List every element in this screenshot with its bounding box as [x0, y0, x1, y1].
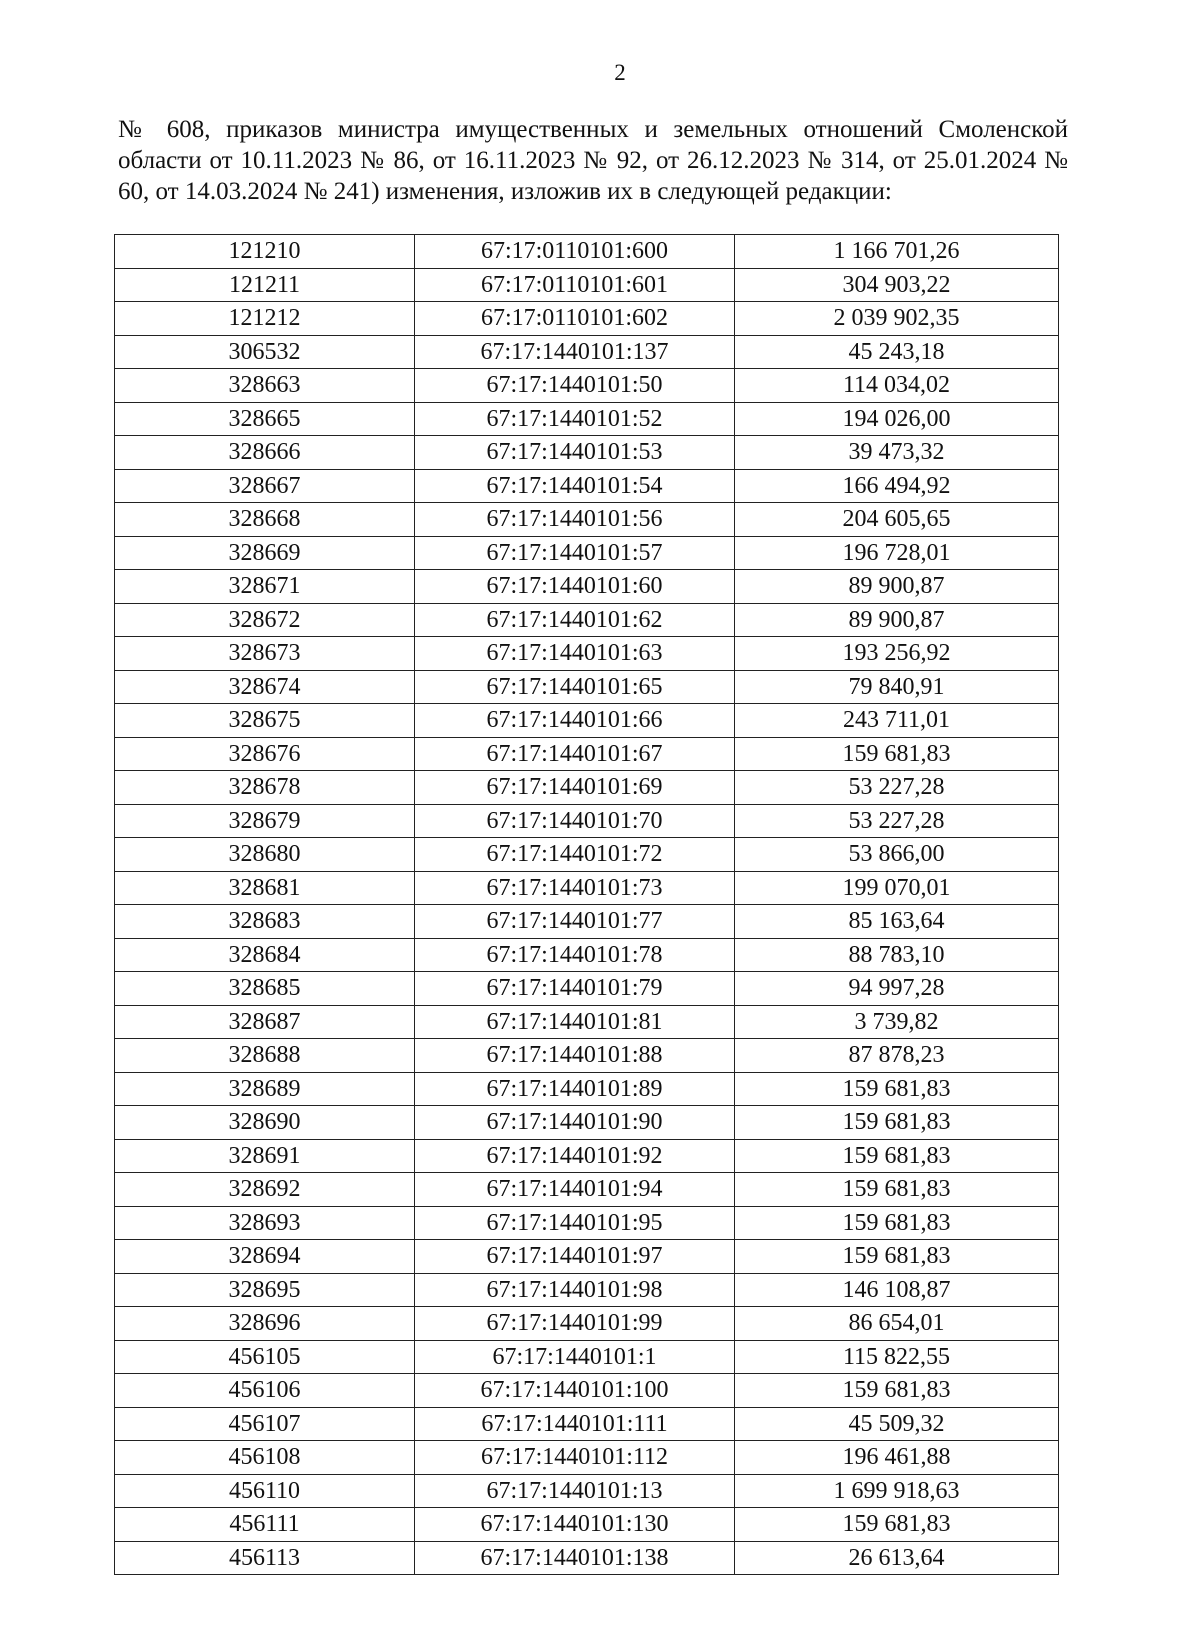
table-cell-id: 328675 [115, 704, 415, 738]
table-cell-id: 121210 [115, 235, 415, 269]
table-cell-cadastral-number: 67:17:1440101:53 [415, 436, 735, 470]
table-cell-value: 304 903,22 [735, 268, 1059, 302]
table-cell-value: 89 900,87 [735, 570, 1059, 604]
table-cell-id: 328696 [115, 1307, 415, 1341]
table-cell-value: 53 227,28 [735, 771, 1059, 805]
table-row [115, 1039, 1059, 1073]
table-cell-id: 456111 [115, 1508, 415, 1542]
table-cell-value: 45 509,32 [735, 1407, 1059, 1441]
table-row [115, 369, 1059, 403]
table-cell-id: 456106 [115, 1374, 415, 1408]
table-cell-cadastral-number: 67:17:1440101:77 [415, 905, 735, 939]
table-cell-value: 146 108,87 [735, 1273, 1059, 1307]
table-cell-id: 328666 [115, 436, 415, 470]
table-cell-cadastral-number: 67:17:1440101:65 [415, 670, 735, 704]
table-cell-id: 328663 [115, 369, 415, 403]
table-cell-cadastral-number: 67:17:1440101:92 [415, 1139, 735, 1173]
table-cell-value: 159 681,83 [735, 1240, 1059, 1274]
table-cell-id: 328693 [115, 1206, 415, 1240]
table-cell-id: 456107 [115, 1407, 415, 1441]
table-cell-value: 53 227,28 [735, 804, 1059, 838]
table-cell-id: 328694 [115, 1240, 415, 1274]
table-cell-value: 39 473,32 [735, 436, 1059, 470]
table-cell-value: 88 783,10 [735, 938, 1059, 972]
table-cell-value: 159 681,83 [735, 1206, 1059, 1240]
table-cell-value: 2 039 902,35 [735, 302, 1059, 336]
table-cell-value: 115 822,55 [735, 1340, 1059, 1374]
table-row [115, 637, 1059, 671]
table-cell-cadastral-number: 67:17:1440101:90 [415, 1106, 735, 1140]
table-row [115, 938, 1059, 972]
table-cell-cadastral-number: 67:17:1440101:67 [415, 737, 735, 771]
table-cell-id: 121212 [115, 302, 415, 336]
table-row [115, 536, 1059, 570]
table-cell-value: 85 163,64 [735, 905, 1059, 939]
table-cell-value: 204 605,65 [735, 503, 1059, 537]
table-cell-cadastral-number: 67:17:1440101:54 [415, 469, 735, 503]
table-cell-value: 193 256,92 [735, 637, 1059, 671]
table-cell-cadastral-number: 67:17:1440101:112 [415, 1441, 735, 1475]
table-cell-cadastral-number: 67:17:1440101:95 [415, 1206, 735, 1240]
table-row [115, 1173, 1059, 1207]
table-cell-value: 166 494,92 [735, 469, 1059, 503]
table-cell-cadastral-number: 67:17:0110101:601 [415, 268, 735, 302]
table-cell-value: 159 681,83 [735, 1139, 1059, 1173]
table-cell-cadastral-number: 67:17:1440101:89 [415, 1072, 735, 1106]
table-cell-id: 328671 [115, 570, 415, 604]
table-cell-value: 3 739,82 [735, 1005, 1059, 1039]
table-cell-value: 1 166 701,26 [735, 235, 1059, 269]
table-cell-cadastral-number: 67:17:1440101:94 [415, 1173, 735, 1207]
table-cell-cadastral-number: 67:17:1440101:137 [415, 335, 735, 369]
table-cell-cadastral-number: 67:17:1440101:138 [415, 1541, 735, 1575]
table-cell-cadastral-number: 67:17:1440101:79 [415, 972, 735, 1006]
table-cell-id: 328678 [115, 771, 415, 805]
table-cell-value: 159 681,83 [735, 1374, 1059, 1408]
table-row [115, 436, 1059, 470]
table-cell-cadastral-number: 67:17:1440101:99 [415, 1307, 735, 1341]
table-cell-cadastral-number: 67:17:1440101:1 [415, 1340, 735, 1374]
table-cell-id: 328683 [115, 905, 415, 939]
table-row [115, 1508, 1059, 1542]
table-cell-id: 328673 [115, 637, 415, 671]
table-cell-value: 196 728,01 [735, 536, 1059, 570]
table-cell-id: 456113 [115, 1541, 415, 1575]
table-cell-value: 114 034,02 [735, 369, 1059, 403]
table-cell-value: 159 681,83 [735, 737, 1059, 771]
table-row [115, 402, 1059, 436]
table-cell-id: 328680 [115, 838, 415, 872]
table-cell-id: 306532 [115, 335, 415, 369]
table-cell-value: 94 997,28 [735, 972, 1059, 1006]
table-row [115, 302, 1059, 336]
table-cell-value: 159 681,83 [735, 1106, 1059, 1140]
table-row [115, 704, 1059, 738]
table-row [115, 469, 1059, 503]
table-cell-value: 159 681,83 [735, 1508, 1059, 1542]
table-row [115, 1240, 1059, 1274]
table-row [115, 603, 1059, 637]
table-cell-value: 26 613,64 [735, 1541, 1059, 1575]
page-number: 2 [614, 60, 626, 85]
table-cell-value: 53 866,00 [735, 838, 1059, 872]
table-row [115, 1072, 1059, 1106]
table-cell-id: 328684 [115, 938, 415, 972]
table-cell-id: 328674 [115, 670, 415, 704]
table-cell-cadastral-number: 67:17:1440101:62 [415, 603, 735, 637]
table-cell-cadastral-number: 67:17:1440101:60 [415, 570, 735, 604]
table-row [115, 771, 1059, 805]
table-cell-value: 79 840,91 [735, 670, 1059, 704]
table-row [115, 1407, 1059, 1441]
table-cell-value: 243 711,01 [735, 704, 1059, 738]
table-body [115, 235, 1059, 1575]
table-cell-cadastral-number: 67:17:1440101:70 [415, 804, 735, 838]
table-row [115, 1206, 1059, 1240]
table-cell-cadastral-number: 67:17:0110101:602 [415, 302, 735, 336]
table-cell-cadastral-number: 67:17:1440101:97 [415, 1240, 735, 1274]
table-cell-cadastral-number: 67:17:1440101:73 [415, 871, 735, 905]
table-row [115, 570, 1059, 604]
table-row [115, 972, 1059, 1006]
table-cell-cadastral-number: 67:17:1440101:69 [415, 771, 735, 805]
table-cell-id: 328695 [115, 1273, 415, 1307]
table-row [115, 905, 1059, 939]
table-cell-cadastral-number: 67:17:1440101:88 [415, 1039, 735, 1073]
intro-text: № 608, приказов министра имущественных и земельных отношений Смоленской области от 10.11.2023 № 86, от 16.11.2023 № 92, от 26.12.2023 № 314, от 25.01.2024 № 60, от 14.03.2024 № 241) изменения, изложив их в следующей редакции: [118, 116, 1068, 205]
table-row [115, 1307, 1059, 1341]
table-cell-cadastral-number: 67:17:1440101:50 [415, 369, 735, 403]
table-row [115, 1474, 1059, 1508]
table-row [115, 737, 1059, 771]
table-cell-value: 159 681,83 [735, 1173, 1059, 1207]
table-row [115, 1005, 1059, 1039]
table-cell-cadastral-number: 67:17:0110101:600 [415, 235, 735, 269]
intro-paragraph [118, 114, 1068, 207]
table-cell-id: 328691 [115, 1139, 415, 1173]
table-cell-cadastral-number: 67:17:1440101:52 [415, 402, 735, 436]
table-row [115, 235, 1059, 269]
table-cell-cadastral-number: 67:17:1440101:57 [415, 536, 735, 570]
table-cell-id: 328668 [115, 503, 415, 537]
table-cell-id: 328681 [115, 871, 415, 905]
table-cell-id: 328688 [115, 1039, 415, 1073]
table-cell-id: 121211 [115, 268, 415, 302]
table-row [115, 1374, 1059, 1408]
table-row [115, 838, 1059, 872]
table-row [115, 1273, 1059, 1307]
table-cell-id: 328687 [115, 1005, 415, 1039]
table-cell-cadastral-number: 67:17:1440101:78 [415, 938, 735, 972]
table-row [115, 268, 1059, 302]
table-cell-value: 194 026,00 [735, 402, 1059, 436]
table-cell-id: 456110 [115, 1474, 415, 1508]
table-cell-id: 328690 [115, 1106, 415, 1140]
table-row [115, 1441, 1059, 1475]
table-row [115, 670, 1059, 704]
cadastral-value-table [114, 234, 1059, 1575]
table-row [115, 871, 1059, 905]
table-cell-cadastral-number: 67:17:1440101:63 [415, 637, 735, 671]
table-row [115, 1106, 1059, 1140]
table-cell-id: 328665 [115, 402, 415, 436]
table-cell-value: 196 461,88 [735, 1441, 1059, 1475]
table-cell-id: 328669 [115, 536, 415, 570]
table-cell-value: 89 900,87 [735, 603, 1059, 637]
table-row [115, 1139, 1059, 1173]
table-row [115, 1340, 1059, 1374]
table-cell-value: 159 681,83 [735, 1072, 1059, 1106]
table-cell-cadastral-number: 67:17:1440101:111 [415, 1407, 735, 1441]
table-cell-cadastral-number: 67:17:1440101:81 [415, 1005, 735, 1039]
table-cell-id: 456108 [115, 1441, 415, 1475]
table-cell-id: 328689 [115, 1072, 415, 1106]
table-cell-id: 328676 [115, 737, 415, 771]
table-cell-id: 328672 [115, 603, 415, 637]
table-cell-cadastral-number: 67:17:1440101:130 [415, 1508, 735, 1542]
table-cell-id: 328685 [115, 972, 415, 1006]
table-cell-value: 199 070,01 [735, 871, 1059, 905]
table-cell-cadastral-number: 67:17:1440101:13 [415, 1474, 735, 1508]
table-cell-id: 328679 [115, 804, 415, 838]
table-cell-cadastral-number: 67:17:1440101:66 [415, 704, 735, 738]
table-cell-value: 1 699 918,63 [735, 1474, 1059, 1508]
table-cell-value: 86 654,01 [735, 1307, 1059, 1341]
table-cell-id: 328667 [115, 469, 415, 503]
table-row [115, 804, 1059, 838]
table-cell-value: 87 878,23 [735, 1039, 1059, 1073]
table-cell-value: 45 243,18 [735, 335, 1059, 369]
table-cell-cadastral-number: 67:17:1440101:98 [415, 1273, 735, 1307]
table-cell-id: 328692 [115, 1173, 415, 1207]
table-row [115, 335, 1059, 369]
table-row [115, 503, 1059, 537]
table-cell-cadastral-number: 67:17:1440101:56 [415, 503, 735, 537]
table-cell-cadastral-number: 67:17:1440101:72 [415, 838, 735, 872]
table-cell-id: 456105 [115, 1340, 415, 1374]
table-cell-cadastral-number: 67:17:1440101:100 [415, 1374, 735, 1408]
table-row [115, 1541, 1059, 1575]
